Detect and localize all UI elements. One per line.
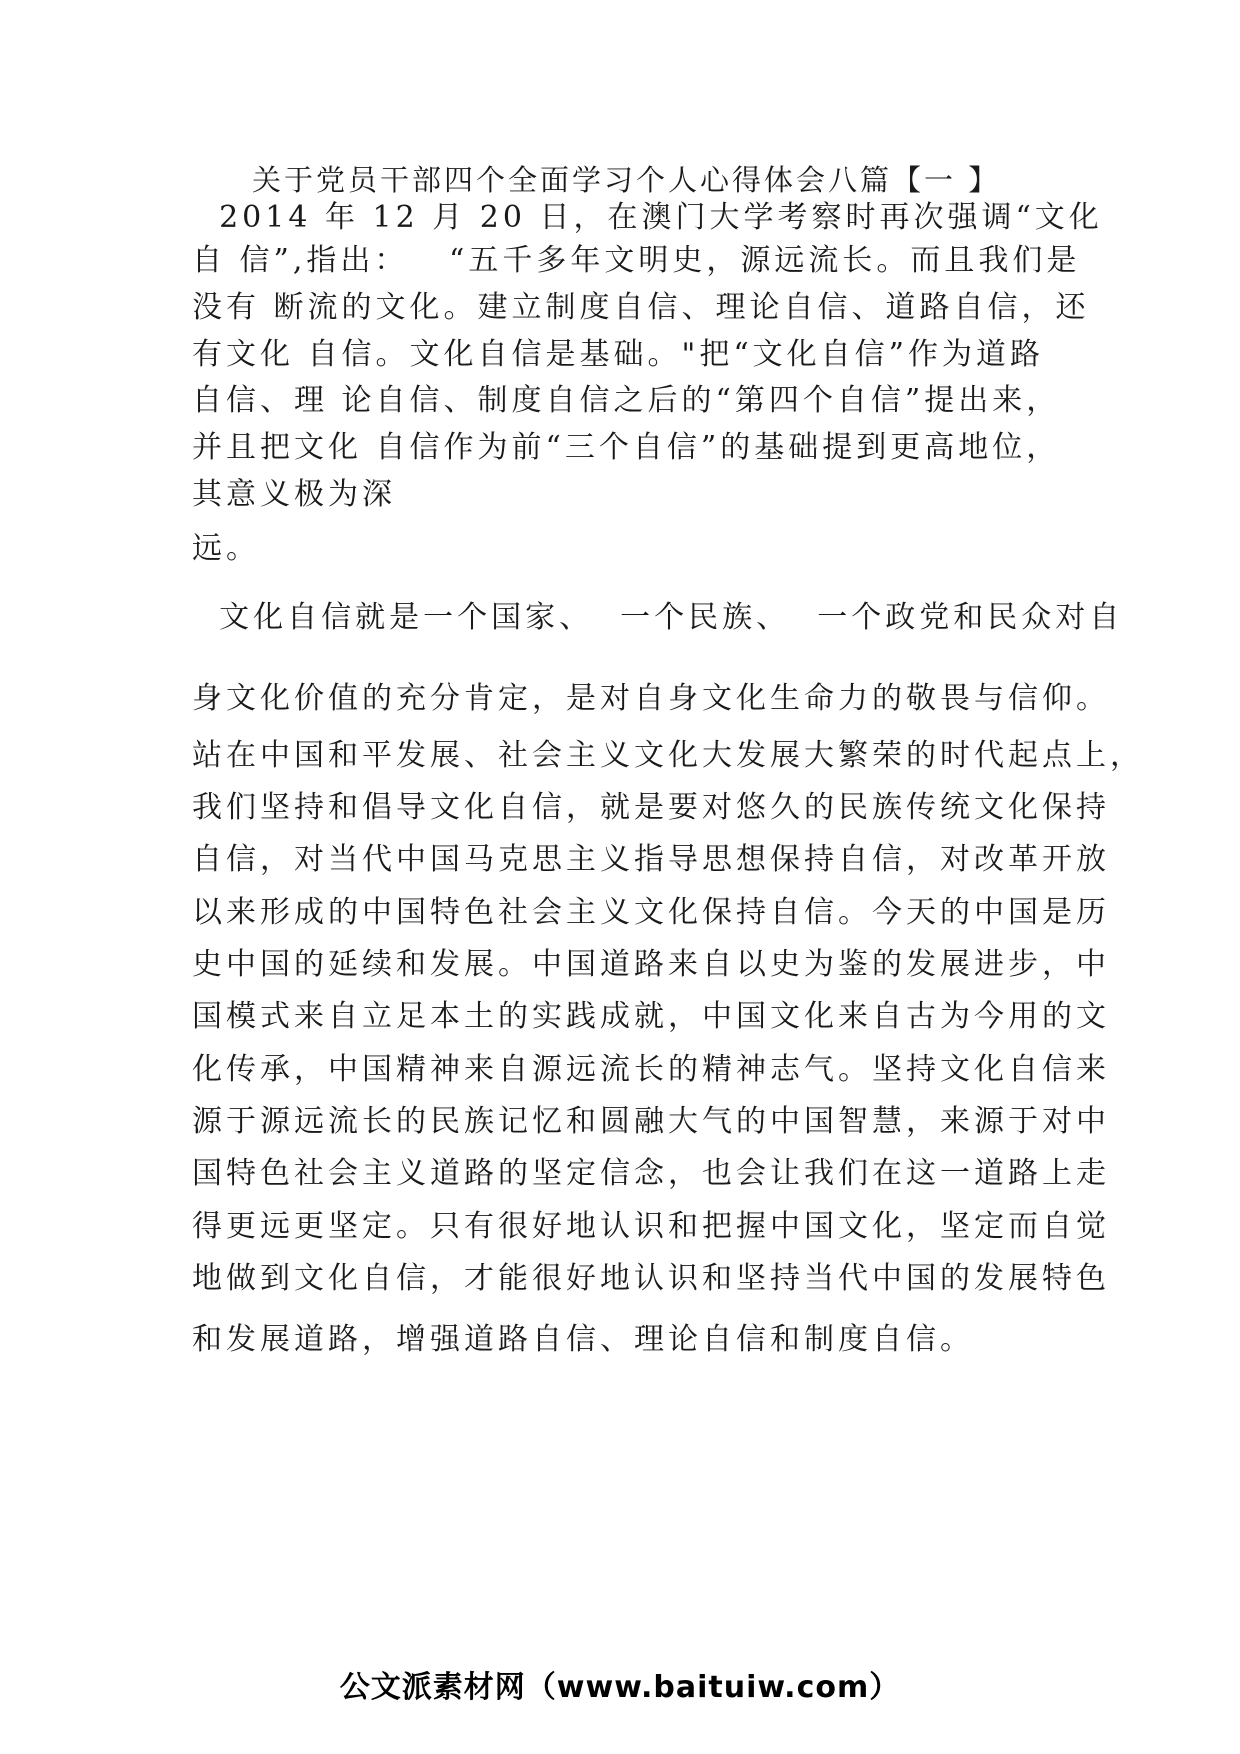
body-line-3: 没有 断流的文化。建立制度自信、理论自信、道路自信，还 (192, 290, 1090, 325)
body-line-22: 和发展道路，增强道路自信、理论自信和制度自信。 (192, 1322, 974, 1357)
body-line-12: 我们坚持和倡导文化自信，就是要对悠久的民族传统文化保持 (192, 790, 1110, 825)
footer-watermark: 公文派素材网（www.baituiw.com） (339, 1670, 901, 1705)
body-line-19: 国特色社会主义道路的坚定信念，也会让我们在这一道路上走 (192, 1156, 1110, 1191)
body-line-5: 自信、理 论自信、制度自信之后的“第四个自信”提出来， (192, 383, 1061, 418)
body-line-17: 化传承，中国精神来自源远流长的精神志气。坚持文化自信来 (192, 1052, 1110, 1087)
body-line-9: 文化自信就是一个国家、 一个民族、 一个政党和民众对自 (192, 600, 1124, 635)
body-line-16: 国模式来自立足本土的实践成就，中国文化来自古为今用的文 (192, 999, 1110, 1034)
body-line-20: 得更远更坚定。只有很好地认识和把握中国文化，坚定而自觉 (192, 1209, 1110, 1244)
body-line-15: 史中国的延续和发展。中国道路来自以史为鉴的发展进步，中 (192, 947, 1110, 982)
body-line-1: 2014 年 12 月 20 日，在澳门大学考察时再次强调“文化 (192, 200, 1103, 235)
body-line-10: 身文化价值的充分肯定，是对自身文化生命力的敬畏与信仰。 (192, 681, 1110, 716)
body-line-11: 站在中国和平发展、社会主义文化大发展大繁荣的时代起点上， (192, 738, 1144, 773)
body-line-7: 其意义极为深 (192, 477, 396, 512)
body-line-13: 自信，对当代中国马克思主义指导思想保持自信，对改革开放 (192, 842, 1110, 877)
document-title: 关于党员干部四个全面学习个人心得体会八篇【一 】 (252, 163, 1001, 197)
body-line-4: 有文化 自信。文化自信是基础。"把“文化自信”作为道路 (192, 337, 1045, 372)
body-line-2: 自 信”,指出： “五千多年文明史，源远流长。而且我们是 (192, 243, 1081, 278)
body-line-18: 源于源远流长的民族记忆和圆融大气的中国智慧，来源于对中 (192, 1104, 1110, 1139)
body-line-6: 并且把文化 自信作为前“三个自信”的基础提到更高地位， (192, 430, 1061, 465)
body-line-14: 以来形成的中国特色社会主义文化保持自信。今天的中国是历 (192, 895, 1110, 930)
body-line-21: 地做到文化自信，才能很好地认识和坚持当代中国的发展特色 (192, 1261, 1110, 1296)
body-line-8: 远。 (192, 531, 260, 566)
